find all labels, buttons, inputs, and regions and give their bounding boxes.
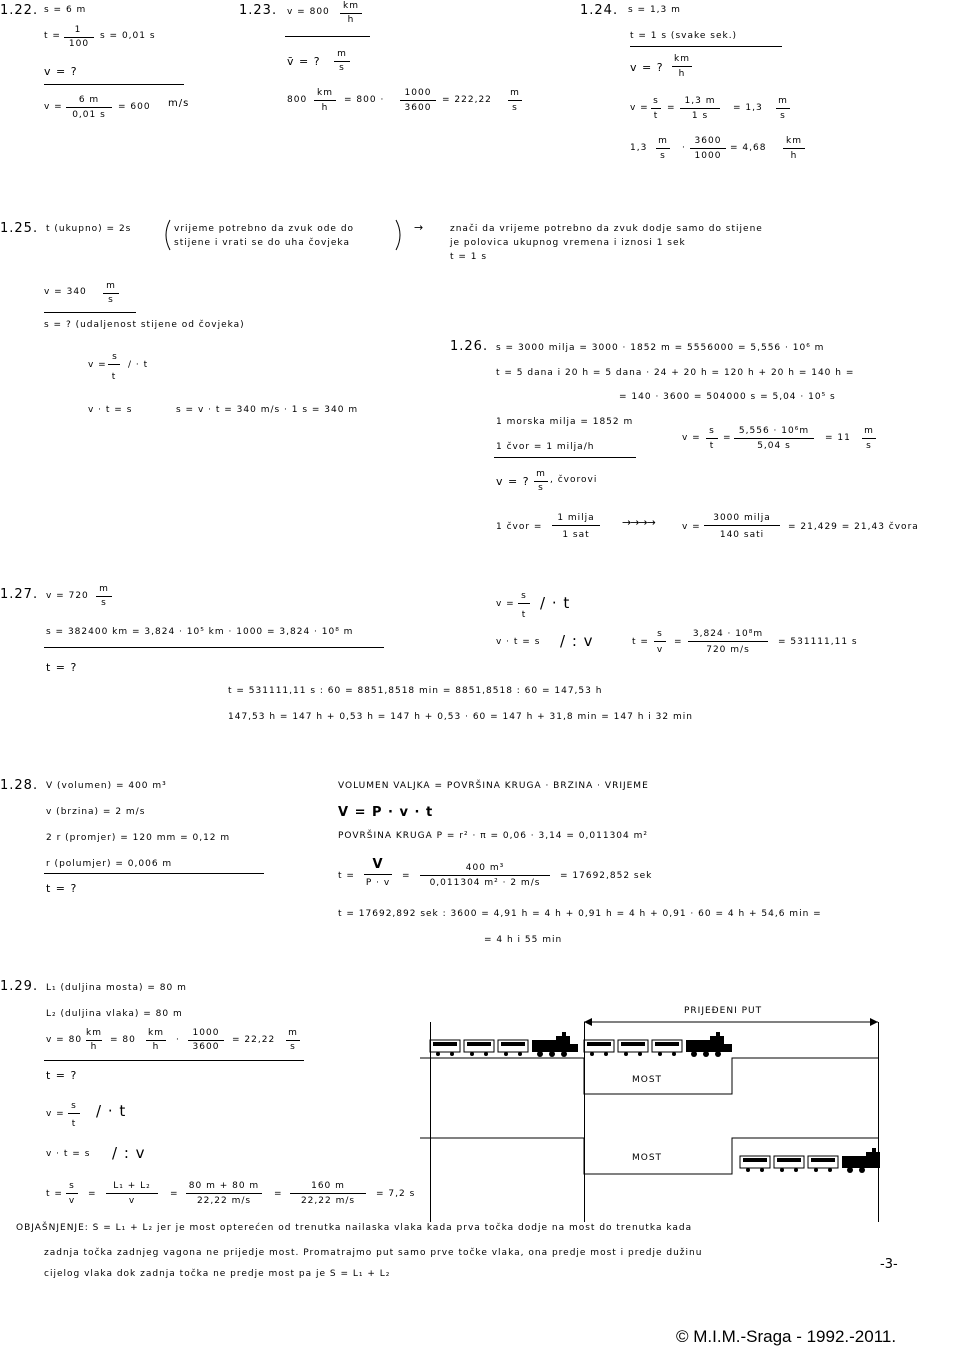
p127-f-label: v = — [496, 599, 515, 609]
p126-v-label: v = — [682, 433, 701, 443]
p129-unknown-t: t = ? — [46, 1069, 78, 1082]
p122-t-result: s = 0,01 s — [100, 31, 156, 41]
p129-explanation-2: zadnja točka zadnjeg vagona ne prijedje most. Promatrajmo put samo prve točke vlaka, ona predje most i predje dužinu — [44, 1248, 703, 1258]
p127-v-den: s — [101, 598, 107, 608]
p127-v-bar — [96, 596, 112, 597]
p127-vts: v · t = s — [496, 637, 541, 647]
p123-unknown-v: v̄ = ? — [287, 55, 321, 68]
p128-t-d2: 0,011304 m² · 2 m/s — [429, 878, 541, 888]
p128-t-label: t = — [338, 871, 355, 881]
p125-formula-label: v = — [88, 360, 107, 370]
p124-vq-bar — [672, 66, 692, 67]
p129-v-den4: s — [290, 1042, 296, 1052]
p129-t-d2: v — [128, 1196, 136, 1206]
p127-divider — [44, 647, 384, 648]
p127-f-post: / · t — [540, 594, 571, 612]
p129-v-mid: = 80 — [110, 1035, 136, 1045]
p126-v-bar3 — [862, 438, 876, 439]
p124-c-n1: m — [658, 136, 668, 146]
p128-t-n2: 400 m³ — [465, 863, 505, 873]
p122-t-fraction-bar — [64, 37, 94, 38]
p129-t-result: = 7,2 s — [376, 1189, 416, 1199]
p127-v-label: v = 720 — [46, 591, 89, 601]
p122-v-den: 0,01 s — [72, 110, 106, 120]
p123-v-den: h — [347, 15, 355, 25]
p129-vts-post: / : v — [112, 1144, 146, 1162]
p128-definition: VOLUMEN VALJKA = POVRŠINA KRUGA · BRZINA · VRIJEME — [338, 781, 649, 791]
p124-c-n2: 3600 — [694, 136, 722, 146]
p129-t-n2: L₁ + L₂ — [113, 1181, 151, 1191]
p123-v-bar — [340, 13, 362, 14]
p124-v-d2: 1 s — [691, 111, 709, 121]
p124-divider — [630, 46, 782, 47]
p129-divider — [44, 1060, 304, 1061]
p124-v-d3: s — [780, 111, 786, 121]
p125-explain-3: t = 1 s — [450, 252, 488, 262]
p129-t-n4: 160 m — [311, 1181, 345, 1191]
p122-t-num: 1 — [74, 25, 82, 35]
p124-v-label: v = — [630, 103, 649, 113]
p125-v-label: v = 340 — [44, 287, 87, 297]
p125-f-bar — [108, 364, 120, 365]
p123-conv-mid: = 800 · — [344, 95, 385, 105]
p122-v-unit: m/s — [168, 98, 190, 109]
p124-c-n3: km — [786, 136, 802, 146]
p123-conv-result: = 222,22 — [442, 95, 492, 105]
p122-t-den: 100 — [68, 39, 90, 49]
p127-line-2: 147,53 h = 147 h + 0,53 h = 147 h + 0,53 · 60 = 147 h + 31,8 min = 147 h i 32 min — [228, 712, 693, 722]
p129-v-bar3 — [188, 1040, 224, 1041]
p122-v-label: v = — [44, 102, 63, 112]
p126-knot-label: 1 čvor = — [496, 522, 543, 532]
p124-c-bar1 — [656, 148, 670, 149]
problem-1-22-number: 1.22. — [0, 3, 39, 18]
p122-divider — [44, 84, 184, 85]
p125-arrow: → — [414, 221, 425, 234]
p129-v-den3: 3600 — [192, 1042, 220, 1052]
p127-f-bar — [518, 603, 530, 604]
p123-conv-num1: km — [317, 88, 333, 98]
p129-v-result: = 22,22 — [232, 1035, 276, 1045]
p126-divider — [494, 457, 636, 458]
p126-v-d3: s — [866, 441, 872, 451]
p129-explanation-3: cijelog vlaka dok zadnja točka ne predje most pa je S = L₁ + L₂ — [44, 1269, 391, 1279]
p129-t-bar2 — [106, 1193, 158, 1194]
p129-v-bar4 — [286, 1040, 300, 1041]
p125-s-result: s = v · t = 340 m/s · 1 s = 340 m — [176, 405, 359, 415]
p129-v-num4: m — [288, 1028, 298, 1038]
p126-knot-den: 1 sat — [562, 530, 590, 540]
p124-c-bar2 — [690, 148, 726, 149]
p126-v-bar2 — [734, 438, 814, 439]
p124-c-d2: 1000 — [694, 151, 722, 161]
prijedjeni-put-label: PRIJEĐENI PUT — [684, 1006, 763, 1016]
p123-conv-bar2 — [400, 100, 436, 101]
p126-v-n2: 5,556 · 10⁶m — [738, 426, 810, 436]
p126-v-n3: m — [864, 426, 874, 436]
p124-v-bar1 — [651, 108, 661, 109]
p123-vq-den: s — [339, 63, 345, 73]
p125-v-bar — [103, 293, 119, 294]
problem-1-26-number: 1.26. — [450, 339, 489, 354]
p126-vq-num: m — [536, 469, 546, 479]
p127-line-1: t = 531111,11 s : 60 = 8851,8518 min = 8851,8518 : 60 = 147,53 h — [228, 686, 603, 696]
p126-arrows: →→→→ — [622, 516, 655, 529]
p125-v-den: s — [108, 295, 114, 305]
p124-c-d3: h — [790, 151, 798, 161]
p129-f-den: t — [71, 1119, 77, 1129]
p128-t-d1: P · v — [365, 878, 391, 888]
p128-given-V: V (volumen) = 400 m³ — [46, 781, 167, 791]
p123-v-label: v = 800 — [287, 7, 330, 17]
p124-given-s: s = 1,3 m — [628, 5, 681, 15]
p125-explain-1: znači da vrijeme potrebno da zvuk dodje samo do stijene — [450, 224, 763, 234]
p126-knot-num: 1 milja — [557, 513, 595, 523]
p125-paren-line2: stijene i vrati se do uha čovjeka — [174, 238, 350, 248]
p127-t-label: t = — [632, 637, 649, 647]
p123-conv-den3: s — [512, 103, 518, 113]
p123-conv-den2: 3600 — [404, 103, 432, 113]
p126-k-num2: 3000 milja — [713, 513, 771, 523]
p124-v-n2: 1,3 m — [684, 96, 716, 106]
p124-conv-start: 1,3 — [630, 143, 648, 153]
p127-t-d2: 720 m/s — [706, 645, 750, 655]
p127-t-d1: v — [656, 645, 664, 655]
p122-v-num: 6 m — [78, 95, 100, 105]
p129-t-eq3: = — [274, 1189, 283, 1199]
copyright: © M.I.M.-Sraga - 1992.-2011. — [676, 1327, 897, 1346]
p126-v-d1: t — [709, 441, 715, 451]
p122-given-s: s = 6 m — [44, 5, 87, 15]
p128-t-eq: = — [402, 871, 411, 881]
p129-v-num2: km — [148, 1028, 164, 1038]
p126-vq-post: , čvorovi — [550, 475, 598, 485]
p125-total-time: t (ukupno) = 2s — [46, 224, 132, 234]
p129-t-label: t = — [46, 1189, 63, 1199]
p128-formula: V = P · v · t — [338, 805, 434, 820]
p129-f-num: s — [71, 1101, 77, 1111]
p129-explanation-1: OBJAŠNJENJE: S = L₁ + L₂ jer je most opterećen od trenutka nailaska vlaka kada prva točka dodje na most do trenutka kada — [16, 1223, 693, 1233]
p124-v-eq: = — [667, 103, 676, 113]
problem-1-29-number: 1.29. — [0, 979, 39, 994]
p128-given-diameter: 2 r (promjer) = 120 mm = 0,12 m — [46, 833, 231, 843]
p127-t-bar2 — [688, 641, 768, 642]
p126-knot-def: 1 čvor = 1 milja/h — [496, 442, 595, 452]
p127-t-n2: 3,824 · 10⁸m — [692, 629, 764, 639]
p129-f-label: v = — [46, 1109, 65, 1119]
p126-given-s: s = 3000 milja = 3000 · 1852 m = 5556000 = 5,556 · 10⁶ m — [496, 343, 825, 353]
p129-f-bar — [68, 1113, 80, 1114]
train-icon-3 — [740, 1148, 890, 1172]
p126-unknown-v: v = ? — [496, 475, 530, 488]
p128-given-v: v (brzina) = 2 m/s — [46, 807, 146, 817]
p127-t-result: = 531111,11 s — [778, 637, 858, 647]
p124-v-d1: t — [653, 111, 659, 121]
p129-vts: v · t = s — [46, 1149, 91, 1159]
p126-vq-bar — [534, 481, 548, 482]
bridge-label-2: MOST — [632, 1153, 663, 1163]
p125-vt: v · t = s — [88, 405, 133, 415]
p124-v-bar2 — [680, 108, 720, 109]
p124-unknown-v: v = ? — [630, 61, 664, 74]
p124-v-result: = 1,3 — [733, 103, 763, 113]
p122-unknown-v: v = ? — [44, 65, 78, 78]
p124-v-bar3 — [776, 108, 790, 109]
p126-vq-den: s — [538, 483, 544, 493]
p128-t-n1: V — [372, 857, 384, 872]
p124-c-bar3 — [783, 148, 805, 149]
p124-v-n3: m — [778, 96, 788, 106]
p126-v-result: = 11 — [825, 433, 851, 443]
page-number: -3- — [880, 1257, 898, 1272]
p129-t-d4: 22,22 m/s — [300, 1196, 356, 1206]
p124-c-d1: s — [660, 151, 666, 161]
p128-given-radius: r (polumjer) = 0,006 m — [46, 859, 173, 869]
p127-t-eq: = — [674, 637, 683, 647]
p126-k-result: = 21,429 = 21,43 čvora — [788, 522, 919, 532]
p124-vq-den: h — [678, 69, 686, 79]
p125-v-num: m — [106, 281, 116, 291]
p129-v-dot: · — [176, 1035, 180, 1045]
p126-mile-def: 1 morska milja = 1852 m — [496, 417, 634, 427]
problem-1-27-number: 1.27. — [0, 587, 39, 602]
p129-v-den: h — [90, 1042, 98, 1052]
p124-given-t: t = 1 s (svake sek.) — [630, 31, 738, 41]
p122-v-fraction-bar — [66, 107, 112, 108]
p124-vq-num: km — [674, 54, 690, 64]
problem-1-23-number: 1.23. — [239, 3, 278, 18]
p129-v-num3: 1000 — [192, 1028, 220, 1038]
p126-given-t2: = 140 · 3600 = 504000 s = 5,04 · 10⁵ s — [619, 392, 836, 402]
p128-t-result: = 17692,852 sek — [560, 871, 653, 881]
p129-t-n3: 80 m + 80 m — [188, 1181, 260, 1191]
p126-k-den2: 140 sati — [719, 530, 765, 540]
p126-v-n1: s — [709, 426, 715, 436]
p123-vq-bar — [334, 61, 350, 62]
p123-conv-bar1 — [314, 100, 336, 101]
p125-unknown-s: s = ? (udaljenost stijene od čovjeka) — [44, 320, 245, 330]
p129-v-num: km — [86, 1028, 102, 1038]
p123-conv-num2: 1000 — [404, 88, 432, 98]
p124-c-dot: · — [682, 143, 686, 153]
problem-1-28-number: 1.28. — [0, 778, 39, 793]
prijedjeni-put-arrow — [584, 1016, 878, 1028]
p128-unknown-t: t = ? — [46, 882, 78, 895]
p123-divider — [285, 36, 370, 37]
p123-v-num: km — [343, 1, 359, 11]
p126-k-v: v = — [682, 522, 701, 532]
p123-conv-bar3 — [508, 100, 522, 101]
p123-conv-800: 800 — [287, 95, 308, 105]
p128-line-1: t = 17692,892 sek : 3600 = 4,91 h = 4 h + 0,91 h = 4 h + 0,91 · 60 = 4 h + 54,6 min = — [338, 909, 822, 919]
p129-t-bar1 — [66, 1193, 78, 1194]
problem-1-25-number: 1.25. — [0, 221, 39, 236]
p126-v-bar1 — [706, 438, 718, 439]
p129-v-den2: h — [152, 1042, 160, 1052]
p126-v-eq: = — [723, 433, 732, 443]
p126-k-bar2 — [704, 525, 780, 526]
p126-v-d2: 5,04 s — [757, 441, 791, 451]
p124-c-result: = 4,68 — [730, 143, 767, 153]
p129-v-label: v = 80 — [46, 1035, 83, 1045]
p126-knot-bar — [552, 525, 600, 526]
p127-t-bar1 — [654, 641, 666, 642]
p129-t-n1: s — [69, 1181, 75, 1191]
p123-conv-den1: h — [321, 103, 329, 113]
p128-t-bar1 — [364, 874, 392, 875]
p128-area: POVRŠINA KRUGA P = r² · π = 0,06 · 3,14 = 0,011304 m² — [338, 831, 648, 841]
p125-divider — [44, 312, 136, 313]
p127-unknown-t: t = ? — [46, 661, 78, 674]
p127-given-s: s = 382400 km = 3,824 · 10⁵ km · 1000 = 3,824 · 10⁸ m — [46, 627, 354, 637]
p123-vq-num: m — [337, 49, 347, 59]
p129-t-eq2: = — [170, 1189, 179, 1199]
p125-f-den: t — [111, 372, 117, 382]
p128-t-bar2 — [420, 875, 550, 876]
p123-conv-num3: m — [510, 88, 520, 98]
p122-v-result: = 600 — [118, 102, 151, 112]
p127-f-num: s — [521, 591, 527, 601]
p129-f-post: / · t — [96, 1102, 127, 1120]
p129-t-bar3 — [186, 1193, 262, 1194]
p125-f-num: s — [112, 352, 118, 362]
train-icon-2 — [584, 1032, 736, 1058]
p129-given-L1: L₁ (duljina mosta) = 80 m — [46, 983, 187, 993]
p129-v-bar2 — [146, 1040, 166, 1041]
p129-t-d1: v — [68, 1196, 76, 1206]
p128-divider — [44, 873, 264, 874]
p124-v-n1: s — [653, 96, 659, 106]
p127-t-n1: s — [657, 629, 663, 639]
train-icon — [430, 1032, 582, 1058]
p125-f-post: / · t — [128, 360, 149, 370]
p127-vts-post: / : v — [560, 632, 594, 650]
p127-f-den: t — [521, 610, 527, 620]
p129-v-bar — [86, 1040, 102, 1041]
p127-v-num: m — [99, 584, 109, 594]
p129-given-L2: L₂ (duljina vlaka) = 80 m — [46, 1009, 183, 1019]
p129-t-d3: 22,22 m/s — [196, 1196, 252, 1206]
p129-t-eq: = — [88, 1189, 97, 1199]
bridge-label-1: MOST — [632, 1075, 663, 1085]
problem-1-24-number: 1.24. — [580, 3, 619, 18]
p129-t-bar4 — [290, 1193, 366, 1194]
p122-t-label: t = — [44, 31, 61, 41]
p128-line-2: = 4 h i 55 min — [484, 935, 563, 945]
p126-given-t: t = 5 dana i 20 h = 5 dana · 24 + 20 h = 120 h + 20 h = 140 h = — [496, 368, 855, 378]
p125-explain-2: je polovica ukupnog vremena i iznosi 1 sek — [450, 238, 686, 248]
p125-paren-line1: vrijeme potrebno da zvuk ode do — [174, 224, 355, 234]
